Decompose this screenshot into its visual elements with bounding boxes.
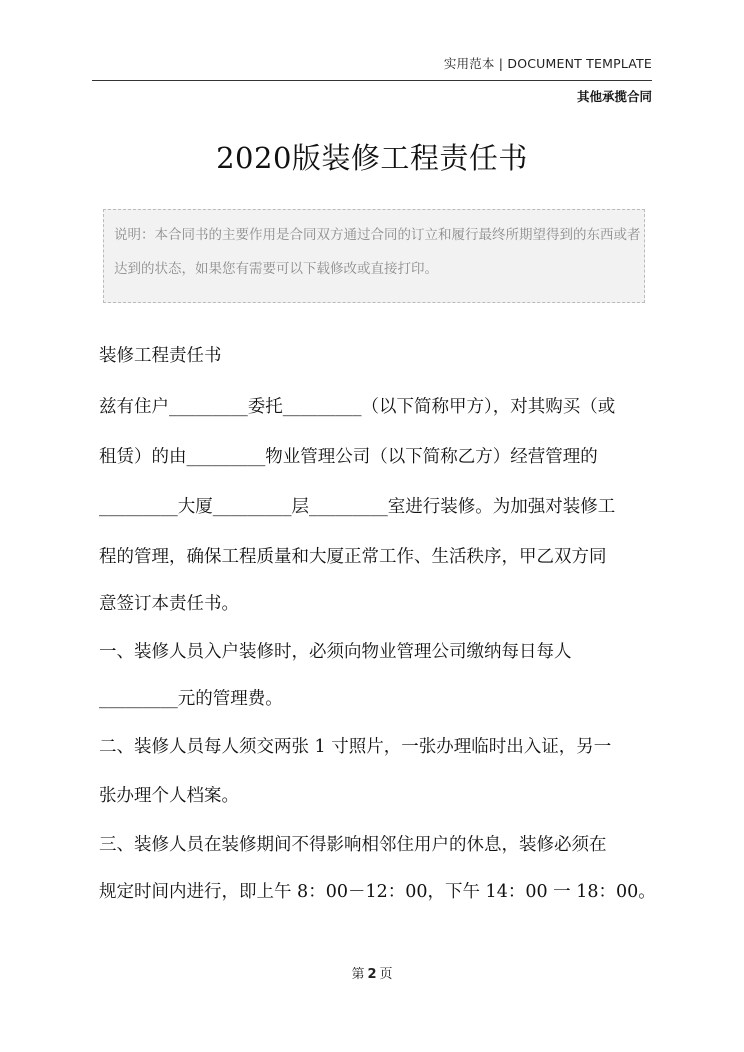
body-line: _________大厦_________层_________室进行装修。为加强对装修工 xyxy=(99,497,616,517)
body-line: 二、装修人员每人须交两张 1 寸照片，一张办理临时出入证，另一 xyxy=(99,737,612,757)
page-footer xyxy=(0,963,744,982)
body-line: 兹有住户_________委托_________（以下简称甲方），对其购买（或 xyxy=(99,397,616,417)
header-divider xyxy=(92,80,652,81)
page-number: 2 xyxy=(367,967,377,982)
body-line: 规定时间内进行，即上午 8：00－12：00，下午 14：00 一 18：00。 xyxy=(99,882,656,902)
body-line: 三、装修人员在装修期间不得影响相邻住用户的休息，装修必须在 xyxy=(99,835,607,855)
header-label: 实用范本 | DOCUMENT TEMPLATE xyxy=(443,56,652,71)
body-line: 一、装修人员入户装修时，必须向物业管理公司缴纳每日每人 xyxy=(99,642,572,662)
page-suffix: 页 xyxy=(379,967,393,982)
document-title: 2020版装修工程责任书 xyxy=(216,141,528,175)
note-box xyxy=(103,209,645,303)
body-line: 程的管理，确保工程质量和大厦正常工作、生活秩序，甲乙双方同 xyxy=(99,547,607,567)
page-prefix: 第 xyxy=(351,967,365,982)
body-line: 张办理个人档案。 xyxy=(99,786,239,806)
header-category: 其他承揽合同 xyxy=(576,89,652,104)
note-text: 说明：本合同书的主要作用是合同双方通过合同的订立和履行最终所期望得到的东西或者达到的状态，如果您有需要可以下载修改或直接打印。 xyxy=(114,227,641,277)
body-line: 租赁）的由_________物业管理公司（以下简称乙方）经营管理的 xyxy=(99,447,598,467)
body-line: _________元的管理费。 xyxy=(99,689,283,709)
body-line: 装修工程责任书 xyxy=(99,346,222,366)
body-line: 意签订本责任书。 xyxy=(99,594,239,614)
